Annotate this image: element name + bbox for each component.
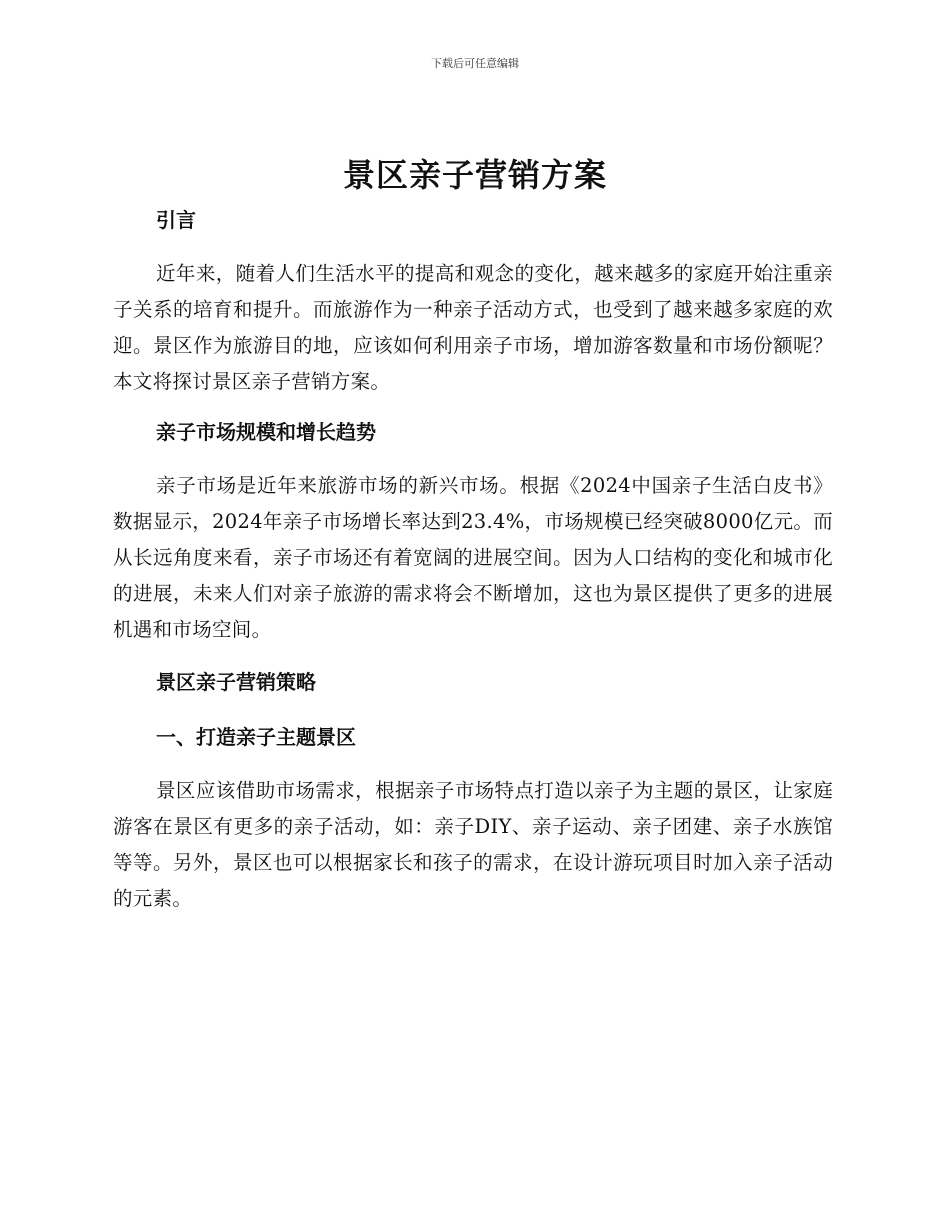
paragraph-market: 亲子市场是近年来旅游市场的新兴市场。根据《2024中国亲子生活白皮书》数据显示，2024年亲子市场增长率达到23.4%，市场规模已经突破8000亿元。而从长远角度来看，亲子市场还有着宽阔的进展空间。因为人口结构的变化和城市化的进展，未来人们对亲子旅游的需求将会不断增加，这也为景区提供了更多的进展机遇和市场空间。 xyxy=(113,474,833,641)
subsection-heading-theme-park: 一、打造亲子主题景区 xyxy=(156,725,356,749)
page-title: 景区亲子营销方案 xyxy=(342,156,607,194)
document-body xyxy=(113,205,833,917)
section-heading-market: 亲子市场规模和增长趋势 xyxy=(156,420,376,444)
paragraph-intro: 近年来，随着人们生活水平的提高和观念的变化，越来越多的家庭开始注重亲子关系的培育和提升。而旅游作为一种亲子活动方式，也受到了越来越多家庭的欢迎。景区作为旅游目的地，应该如何利用亲子市场，增加游客数量和市场份额呢？本文将探讨景区亲子营销方案。 xyxy=(113,262,833,393)
header-note: 下载后可任意编辑 xyxy=(431,57,519,70)
section-heading-strategy: 景区亲子营销策略 xyxy=(156,670,316,694)
section-heading-intro: 引言 xyxy=(156,208,196,232)
paragraph-theme-park: 景区应该借助市场需求，根据亲子市场特点打造以亲子为主题的景区，让家庭游客在景区有更多的亲子活动，如：亲子DIY、亲子运动、亲子团建、亲子水族馆等等。另外，景区也可以根据家长和孩子的需求，在设计游玩项目时加入亲子活动的元素。 xyxy=(113,779,833,910)
